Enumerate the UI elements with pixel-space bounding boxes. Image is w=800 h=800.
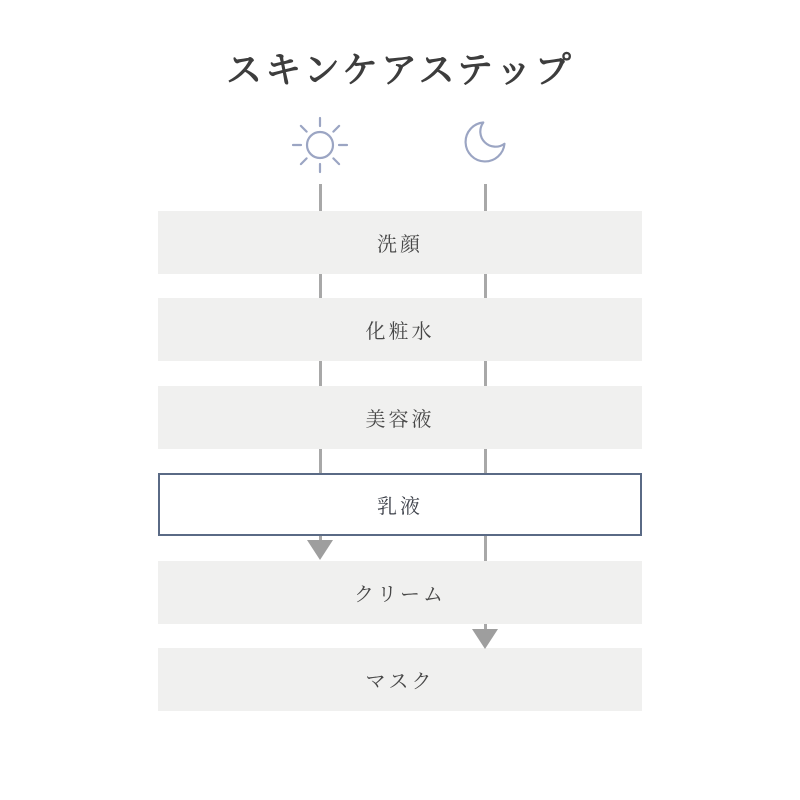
step-label: 乳液 xyxy=(377,494,423,518)
step-bar-serum xyxy=(158,386,642,449)
morning-arrow-down-icon xyxy=(307,540,333,560)
step-bar-face-wash xyxy=(158,211,642,274)
sun-icon xyxy=(288,113,352,177)
step-label: マスク xyxy=(365,669,435,693)
moon-icon xyxy=(459,116,511,168)
step-label: 美容液 xyxy=(365,407,435,431)
step-bar-emulsion-highlighted xyxy=(158,473,642,536)
step-label: 化粧水 xyxy=(365,319,435,343)
step-label: 洗顔 xyxy=(377,232,423,256)
step-bar-mask xyxy=(158,648,642,711)
page-title: スキンケアステップ xyxy=(226,50,574,91)
night-arrow-down-icon xyxy=(472,629,498,649)
step-bar-toner xyxy=(158,298,642,361)
step-bar-cream xyxy=(158,561,642,624)
step-label: クリーム xyxy=(354,582,446,606)
